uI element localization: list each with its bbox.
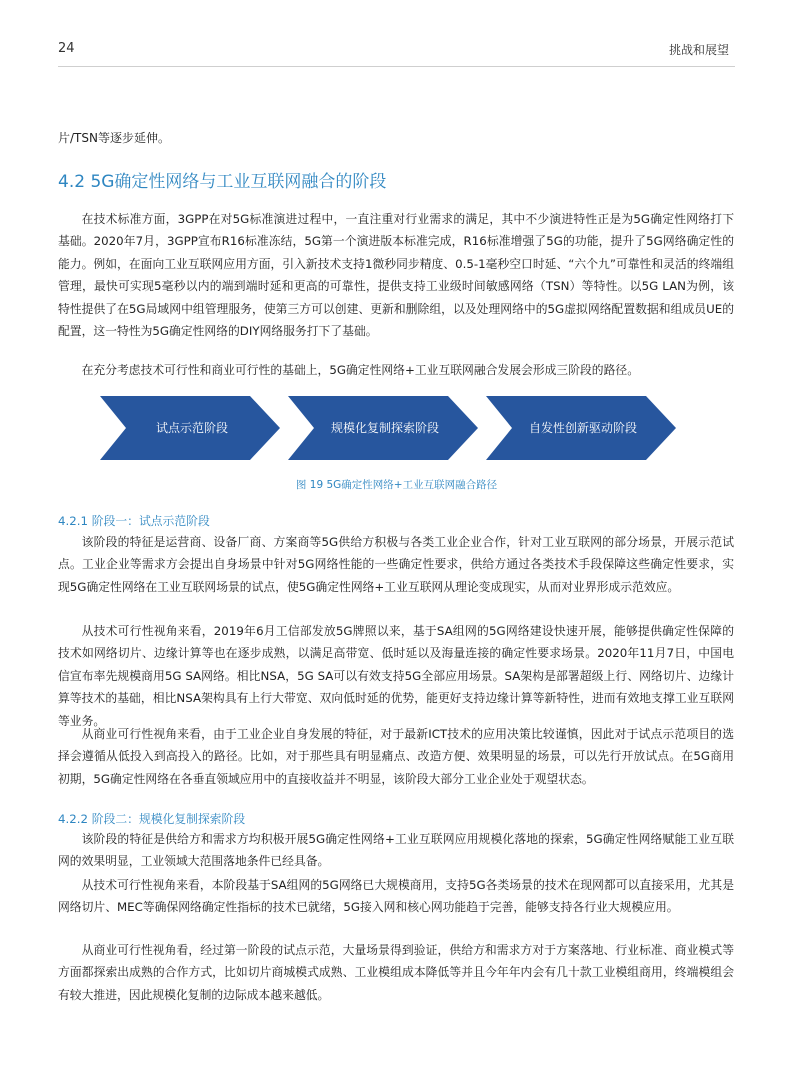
stage-path-diagram <box>100 396 680 460</box>
paragraph-stage1-tech: 从技术可行性视角来看，2019年6月工信部发放5G牌照以来，基于SA组网的5G网络建设快速开展，能够提供确定性保障的技术如网络切片、边缘计算等也在逐步成熟，以满足高带宽、低时延以及海量连接的确定性要求场景。2020年11月7日，中国电信宣布率先规模商用5G SA网络。相比NSA，5G SA可以有效支持5G全部应用场景。SA架构是部署超级上行、网络切片、边缘计算等技术的基础，相比NSA架构具有上行大带宽、双向低时延的优势，能更好支持边缘计算等新特性，进而有效地支撑工业互联网等业务。 <box>58 624 734 728</box>
carry-over-text: 片/TSN等逐步延伸。 <box>58 131 170 145</box>
figure-caption: 图 19 5G确定性网络+工业互联网融合路径 <box>295 479 498 491</box>
running-header-title: 挑战和展望 <box>668 43 729 57</box>
header-divider <box>58 66 735 67</box>
paragraph-stage1-business: 从商业可行性视角来看，由于工业企业自身发展的特征，对于最新ICT技术的应用决策比较谨慎，因此对于试点示范项目的选择会遵循从低投入到高投入的路径。比如，对于那些具有明显痛点、改造方便、效果明显的场景，可以先行开放试点。在5G商用初期，5G确定性网络在各垂直领域应用中的直接收益并不明显，该阶段大部分工业企业处于观望状态。 <box>58 727 734 786</box>
paragraph-tech-standards: 在技术标准方面，3GPP在对5G标准演进过程中，一直注重对行业需求的满足，其中不少演进特性正是为5G确定性网络打下基础。2020年7月，3GPP宣布R16标准冻结，5G第一个演进版本标准完成，R16标准增强了5G的功能，提升了5G网络确定性的能力。例如，在面向工业互联网应用方面，引入新技术支持1微秒同步精度、0.5-1毫秒空口时延、“六个九”可靠性和灵活的终端组管理，最快可实现5毫秒以内的端到端时延和更高的可靠性，提供支持工业级时间敏感网络（TSN）等特性。以5G LAN为例，该特性提供了在5G局域网中组管理服务，使第三方可以创建、更新和删除组，以及处理网络中的5G虚拟网络配置数据和组成员UE的配置，这一特性为5G确定性网络的DIY网络服务打下了基础。 <box>58 212 734 339</box>
stage-label-3: 自发性创新驱动阶段 <box>528 421 637 435</box>
paragraph-stage1-features: 该阶段的特征是运营商、设备厂商、方案商等5G供给方积极与各类工业企业合作，针对工业互联网的部分场景，开展示范试点。工业企业等需求方会提出自身场景中针对5G网络性能的一些确定性要求，供给方通过各类技术手段保障这些确定性要求，实现5G确定性网络在工业互联网场景的试点，使5G确定性网络+工业互联网从理论变成现实，从而对业界形成示范效应。 <box>58 535 734 594</box>
subsection-heading-1: 4.2.1 阶段一：试点示范阶段 <box>58 514 210 528</box>
paragraph-three-stages-intro: 在充分考虑技术可行性和商业可行性的基础上，5G确定性网络+工业互联网融合发展会形成三阶段的路径。 <box>81 363 639 377</box>
section-heading: 4.2 5G确定性网络与工业互联网融合的阶段 <box>58 172 387 192</box>
paragraph-stage2-business: 从商业可行性视角看，经过第一阶段的试点示范，大量场景得到验证，供给方和需求方对于方案落地、行业标准、商业模式等方面都探索出成熟的合作方式，比如切片商城模式成熟、工业模组成本降低等并且今年年内会有几十款工业模组商用，终端模组会有较大推进，因此规模化复制的边际成本越来越低。 <box>58 943 734 1002</box>
subsection-heading-2: 4.2.2 阶段二：规模化复制探索阶段 <box>58 812 246 826</box>
stage-label-2: 规模化复制探索阶段 <box>330 421 439 435</box>
paragraph-stage2-tech: 从技术可行性视角来看，本阶段基于SA组网的5G网络已大规模商用，支持5G各类场景的技术在现网都可以直接采用，尤其是网络切片、MEC等确保网络确定性指标的技术已就绪，5G接入网和核心网功能趋于完善，能够支持各行业大规模应用。 <box>58 878 734 915</box>
stage-label-1: 试点示范阶段 <box>155 421 228 435</box>
page-number: 24 <box>58 41 75 56</box>
paragraph-stage2-features: 该阶段的特征是供给方和需求方均积极开展5G确定性网络+工业互联网应用规模化落地的探索，5G确定性网络赋能工业互联网的效果明显，工业领域大范围落地条件已经具备。 <box>58 832 734 869</box>
